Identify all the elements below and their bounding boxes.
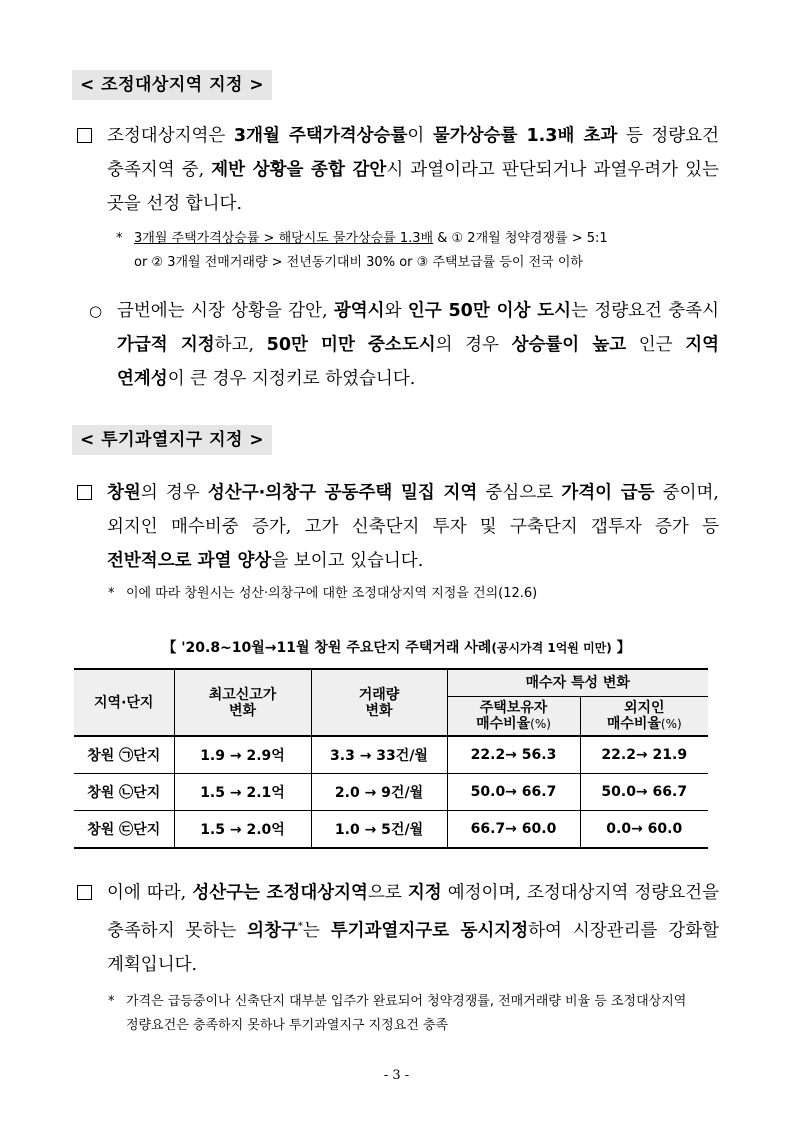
paragraph-designation-plan (107, 876, 719, 982)
text: 하고, (214, 335, 267, 355)
text: 이에 따라 창원시는 성산·의창구에 대한 조정대상지역 지정을 건의(12.6) (126, 586, 538, 601)
paragraph-adjustment-criteria (107, 119, 719, 221)
text: 는 정량요건 충족시 (571, 301, 719, 321)
cell-owner: 50.0→ 66.7 (447, 774, 580, 811)
unit-text: (%) (530, 717, 551, 731)
table-row (74, 736, 708, 774)
header-outsider-ratio (580, 697, 708, 737)
table-row (74, 774, 708, 811)
checkbox-bullet-icon (77, 128, 92, 143)
header-buyer: 매수자 특성 변화 (447, 669, 708, 697)
header-owner-ratio (447, 697, 580, 737)
section-title-speculation: < 투기과열지구 지정 > (72, 425, 272, 455)
unit-text: (%) (660, 717, 682, 731)
table-row (74, 811, 708, 849)
cell-volume: 2.0 → 9건/월 (311, 774, 447, 811)
cell-region: 창원 ㉠단지 (74, 736, 174, 774)
cell-outsider: 0.0→ 60.0 (580, 811, 708, 849)
text: 이에 따라, (107, 883, 193, 903)
text: 으로 (367, 883, 408, 903)
emphasis-text: 50만 미만 중소도시 (266, 335, 436, 355)
text: 중이며, 외지인 매수비중 증가, 고가 신축단지 투자 및 구축단지 갭투자 증가 등 (107, 483, 720, 537)
table-caption (0, 637, 793, 657)
footnote-uichang (108, 990, 724, 1038)
emphasis-text: 창원 (107, 483, 141, 503)
emphasis-text: 투기과열지구로 동시지정 (330, 920, 529, 941)
emphasis-text: 인구 50만 이상 도시 (407, 301, 572, 321)
emphasis-text: 3개월 주택가격상승률 (233, 126, 408, 146)
caption-bracket: 】 (611, 640, 631, 656)
header-price: 최고신고가 변화 (174, 669, 311, 736)
transaction-table (74, 668, 708, 849)
cell-price: 1.5 → 2.1억 (174, 774, 311, 811)
text: 이 (407, 126, 433, 146)
cell-outsider: 50.0→ 66.7 (580, 774, 708, 811)
text: 의 경우 (140, 483, 208, 503)
section-title-adjustment: < 조정대상지역 지정 > (72, 70, 272, 100)
header-text: 매수비율 (606, 716, 661, 732)
emphasis-text: 의창구 (247, 920, 298, 941)
emphasis-text: 상승률이 높고 (511, 335, 627, 355)
emphasis-text: 제반 상황을 종합 감안 (211, 160, 387, 180)
cell-region: 창원 ㉢단지 (74, 811, 174, 849)
circle-bullet-icon: ○ (89, 302, 103, 320)
cell-owner: 22.2→ 56.3 (447, 736, 580, 774)
emphasis-text: 가급적 지정 (117, 335, 215, 355)
text: 중심으로 (477, 483, 562, 503)
text: 예정이며, 조정대상지역 정량요건을 충족하지 못하는 (107, 883, 719, 941)
asterisk-marker: * (116, 231, 123, 246)
text: 하여 시장관리를 강화할 계획입니다. (107, 920, 720, 975)
text: 시 과열이라고 판단되거나 과열우려가 있는 곳을 선정 합니다. (107, 160, 719, 214)
caption-note: (공시가격 1억원 미만) (491, 641, 612, 655)
header-region: 지역·단지 (74, 669, 174, 736)
footnote-marker: * (297, 921, 303, 932)
checkbox-bullet-icon (77, 885, 92, 900)
emphasis-text: 광역시 (333, 301, 385, 321)
header-volume: 거래량 변화 (311, 669, 447, 736)
text: or ② 3개월 전매거래량 > 전년동기대비 30% or ③ 주택보급률 등이 전국 이하 (134, 255, 583, 270)
page-number: - 3 - (383, 1068, 410, 1083)
cell-volume: 3.3 → 33건/월 (311, 736, 447, 774)
header-text: 매수비율 (476, 716, 531, 732)
emphasis-text: 가격이 급등 (561, 483, 655, 503)
text: 와 (384, 301, 408, 321)
cell-outsider: 22.2→ 21.9 (580, 736, 708, 774)
text: 이 큰 경우 지정키로 하였습니다. (167, 369, 416, 389)
text: 을 보이고 있습니다. (271, 551, 424, 571)
cell-price: 1.5 → 2.0억 (174, 811, 311, 849)
text: 가격은 급등중이나 신축단지 대부분 입주가 완료되어 청약경쟁률, 전매거래량 비율 등 조정대상지역 정량요건은 충족하지 못하나 투기과열지구 지정요건 충족 (126, 994, 687, 1033)
cell-region: 창원 ㉡단지 (74, 774, 174, 811)
text: 등 정량요건 충족지역 중, (107, 126, 719, 180)
cell-price: 1.9 → 2.9억 (174, 736, 311, 774)
footnote-criteria (116, 227, 724, 275)
emphasis-text: 성산구는 조정대상지역 (192, 883, 368, 903)
emphasis-text: 성산구·의창구 공동주택 밀집 지역 (207, 483, 478, 503)
text: & ① 2개월 청약경쟁률 > 5:1 (433, 231, 608, 246)
text: 금번에는 시장 상황을 감안, (117, 301, 334, 321)
checkbox-bullet-icon (77, 485, 92, 500)
underlined-text: 3개월 주택가격상승률 > 해당시도 물가상승률 1.3배 (134, 231, 434, 246)
text: 인근 (626, 335, 686, 355)
text: 의 경우 (435, 335, 512, 355)
emphasis-text: 전반적으로 과열 양상 (107, 551, 272, 571)
emphasis-text: 지역 연계성 (117, 335, 720, 389)
header-text: 주택보유자 (479, 700, 548, 716)
asterisk-marker: * (108, 994, 115, 1009)
emphasis-text: 물가상승률 1.3배 초과 (432, 126, 618, 146)
caption-text: 【 '20.8~10월→11월 창원 주요단지 주택거래 사례 (162, 640, 492, 656)
text: 는 (302, 920, 331, 941)
text: 조정대상지역은 (107, 126, 234, 146)
paragraph-changwon-status (107, 476, 719, 578)
cell-volume: 1.0 → 5건/월 (311, 811, 447, 849)
paragraph-designation-policy (89, 294, 720, 396)
asterisk-marker: * (108, 586, 115, 601)
header-text: 외지인 (623, 700, 665, 716)
footnote-request (108, 582, 726, 606)
emphasis-text: 지정 (407, 883, 442, 903)
cell-owner: 66.7→ 60.0 (447, 811, 580, 849)
